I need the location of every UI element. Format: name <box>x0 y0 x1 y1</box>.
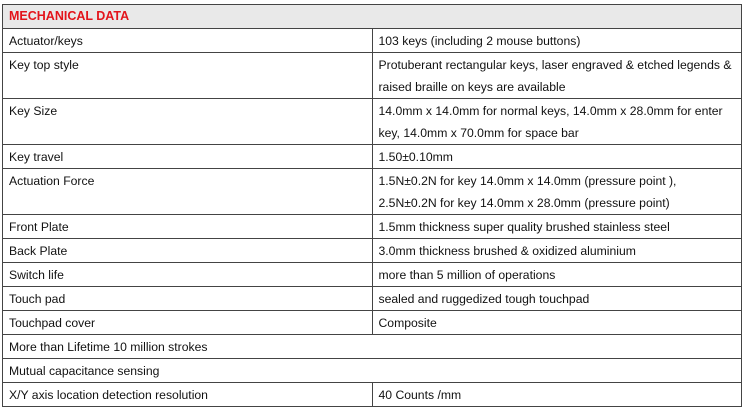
spec-value: sealed and ruggedized tough touchpad <box>372 287 742 311</box>
table-row <box>3 215 742 239</box>
table-row <box>3 263 742 287</box>
section-title: MECHANICAL DATA <box>3 5 742 29</box>
spec-key: Actuation Force <box>3 169 373 215</box>
spec-value: 1.5mm thickness super quality brushed stainless steel <box>372 215 742 239</box>
spec-full-row: Mutual capacitance sensing <box>3 359 742 383</box>
table-row-full <box>3 335 742 359</box>
table-row <box>3 287 742 311</box>
table-row-full <box>3 359 742 383</box>
spec-full-row: More than Lifetime 10 million strokes <box>3 335 742 359</box>
table-row <box>3 383 742 407</box>
spec-key: Touchpad cover <box>3 311 373 335</box>
table-row <box>3 145 742 169</box>
spec-value: 14.0mm x 14.0mm for normal keys, 14.0mm x 28.0mm for enter key, 14.0mm x 70.0mm for space bar <box>372 99 742 145</box>
spec-value: 40 Counts /mm <box>372 383 742 407</box>
mechanical-data-sheet <box>2 4 742 407</box>
spec-key: X/Y axis location detection resolution <box>3 383 373 407</box>
spec-key: Switch life <box>3 263 373 287</box>
spec-key: Key top style <box>3 53 373 99</box>
table-row <box>3 239 742 263</box>
table-row <box>3 53 742 99</box>
spec-key: Key travel <box>3 145 373 169</box>
mechanical-data-table <box>2 4 742 407</box>
spec-key: Back Plate <box>3 239 373 263</box>
table-row <box>3 311 742 335</box>
spec-key: Key Size <box>3 99 373 145</box>
table-row <box>3 99 742 145</box>
spec-value: 103 keys (including 2 mouse buttons) <box>372 29 742 53</box>
spec-value: Protuberant rectangular keys, laser engraved & etched legends & raised braille on keys are available <box>372 53 742 99</box>
spec-value: 3.0mm thickness brushed & oxidized aluminium <box>372 239 742 263</box>
spec-value: 1.50±0.10mm <box>372 145 742 169</box>
table-row <box>3 169 742 215</box>
spec-key: Touch pad <box>3 287 373 311</box>
spec-key: Front Plate <box>3 215 373 239</box>
spec-value: 1.5N±0.2N for key 14.0mm x 14.0mm (pressure point ), 2.5N±0.2N for key 14.0mm x 28.0mm (pressure point) <box>372 169 742 215</box>
spec-key: Actuator/keys <box>3 29 373 53</box>
table-row <box>3 29 742 53</box>
table-header-row <box>3 5 742 29</box>
spec-value: Composite <box>372 311 742 335</box>
spec-value: more than 5 million of operations <box>372 263 742 287</box>
